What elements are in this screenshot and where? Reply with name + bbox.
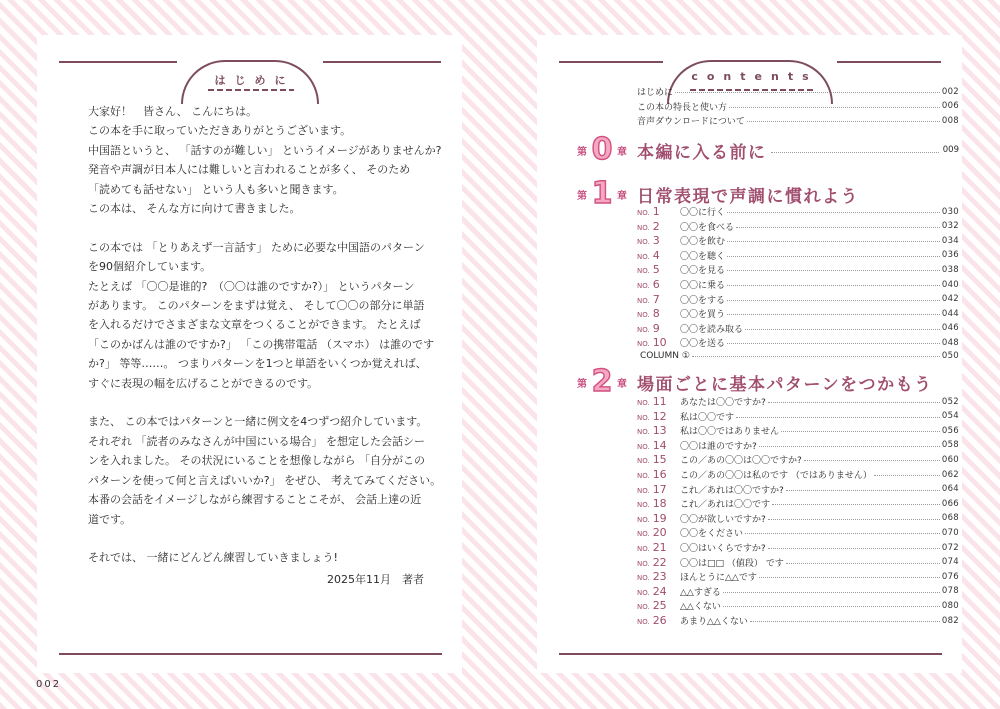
- item-number-prefix: NO.: [637, 603, 650, 612]
- dot-leader: [723, 592, 940, 593]
- item-number-value: 15: [652, 453, 667, 467]
- toc-item-label: 私は〇〇です: [680, 412, 735, 423]
- item-number-prefix: NO.: [637, 501, 650, 510]
- toc-page-number: 044: [941, 308, 959, 319]
- toc-item[interactable]: [637, 556, 959, 569]
- item-number: [637, 556, 680, 569]
- item-number-prefix: NO.: [637, 428, 650, 437]
- dot-leader: [723, 606, 940, 607]
- toc-page-number: 050: [941, 350, 959, 361]
- dot-leader: [768, 402, 940, 403]
- toc-item[interactable]: [637, 439, 959, 452]
- dot-leader: [727, 300, 940, 301]
- toc-page-number: 066: [941, 498, 959, 509]
- toc-page-number: 058: [941, 440, 959, 451]
- left-page: [37, 35, 462, 673]
- body-line: 「読めても話せない」 という人も多いと聞きます。: [88, 182, 344, 196]
- dot-leader: [768, 548, 940, 549]
- toc-page-number: 002: [941, 86, 959, 97]
- toc-page-number: 030: [941, 206, 959, 217]
- toc-item-label: 〇〇が欲しいですか?: [680, 514, 766, 525]
- item-number-value: 5: [652, 263, 660, 277]
- toc-item[interactable]: [637, 322, 959, 335]
- chapter-number-badge: 0: [591, 132, 613, 167]
- item-number-prefix: NO.: [637, 515, 650, 524]
- dot-leader: [727, 212, 940, 213]
- body-line: を入れるだけでさまざまな文章をつくることができます。 たとえば: [88, 318, 421, 332]
- footer-rule: [59, 653, 442, 655]
- chapter-suffix: 章: [617, 190, 627, 202]
- dot-leader: [736, 227, 940, 228]
- item-number-value: 23: [652, 570, 667, 584]
- item-number: [637, 497, 680, 510]
- item-number: [637, 410, 680, 423]
- page-number: 002: [36, 679, 62, 690]
- chapter-suffix: 章: [617, 378, 627, 390]
- body-line: それでは、 一緒にどんどん練習していきましょう!: [88, 551, 338, 565]
- body-line: すぐに表現の幅を広げることができるのです。: [88, 376, 319, 390]
- item-number: [637, 541, 680, 554]
- item-number-value: 20: [652, 526, 667, 540]
- toc-front-item[interactable]: [637, 85, 959, 98]
- dot-leader: [786, 563, 940, 564]
- toc-item-label: あなたは〇〇ですか?: [680, 398, 766, 408]
- toc-item-label: これ／あれは〇〇です: [680, 500, 771, 511]
- toc-front-item[interactable]: [637, 100, 959, 113]
- toc-item-label: 音声ダウンロードについて: [637, 117, 745, 127]
- body-line: 中国語というと、 「話すのが難しい」 というイメージがありませんか?: [88, 143, 442, 157]
- toc-item-label: この／あの〇〇は〇〇ですか?: [680, 456, 802, 467]
- item-number: [637, 599, 680, 612]
- item-number-value: 2: [652, 219, 660, 233]
- item-number-prefix: NO.: [637, 486, 650, 495]
- dot-leader: [804, 460, 940, 461]
- dot-leader: [772, 504, 940, 505]
- toc-item[interactable]: [637, 453, 959, 466]
- toc-item-label: はじめに: [637, 88, 674, 98]
- item-number-prefix: NO.: [637, 340, 650, 349]
- toc-page-number: 032: [941, 221, 959, 232]
- chapter-suffix: 章: [617, 146, 627, 158]
- toc-page-number: 046: [941, 323, 959, 334]
- footer-rule: [559, 653, 942, 655]
- header-rule-right: [323, 61, 441, 63]
- toc-page-number: 006: [941, 101, 959, 111]
- body-line: また、 この本ではパターンと一緒に例文を4つずつ紹介しています。: [88, 415, 428, 429]
- toc-page-number: 036: [941, 250, 959, 261]
- toc-page-number: 008: [941, 115, 959, 126]
- item-number-prefix: NO.: [637, 457, 650, 466]
- item-number-value: 3: [652, 234, 660, 248]
- item-number-prefix: NO.: [637, 311, 650, 320]
- header-rule-left: [59, 61, 177, 63]
- toc-page-number: 078: [941, 586, 959, 597]
- chapter-title: 日常表現で声調に慣れよう: [637, 186, 859, 207]
- item-number: [637, 278, 680, 291]
- toc-page-number: 060: [941, 454, 959, 465]
- toc-item-label: 〇〇に乗る: [680, 281, 726, 291]
- item-number-value: 24: [652, 584, 667, 598]
- chapter-prefix: 第: [577, 378, 587, 390]
- item-number: [637, 249, 680, 262]
- toc-page-number: 052: [941, 396, 959, 407]
- toc-page-number: 076: [941, 571, 959, 582]
- body-line: 本番の会話をイメージしながら練習することこそが、 会話上達の近: [88, 493, 422, 507]
- item-number: [637, 220, 680, 233]
- dot-leader: [747, 121, 940, 122]
- chapter-number-badge: 1: [591, 176, 613, 211]
- item-number: [637, 439, 680, 452]
- toc-page-number: 034: [941, 235, 959, 246]
- header-rule-left: [559, 61, 663, 63]
- toc-item[interactable]: [637, 395, 959, 408]
- chapter-prefix: 第: [577, 146, 587, 158]
- dot-leader: [768, 519, 940, 520]
- toc-item-label: 私は〇〇ではありません: [680, 427, 780, 438]
- item-number-prefix: NO.: [637, 252, 650, 261]
- toc-front-item[interactable]: [637, 114, 959, 127]
- body-line: この本を手に取っていただきありがとうございます。: [88, 124, 352, 138]
- signature: 2025年11月 著者: [327, 573, 424, 586]
- header-tab: [181, 60, 319, 104]
- body-line: この本では 「とりあえず一言話す」 ために必要な中国語のパターン: [88, 240, 425, 254]
- item-number-prefix: NO.: [637, 574, 650, 583]
- item-number-value: 16: [652, 468, 667, 481]
- dot-leader: [874, 475, 940, 476]
- dot-leader: [692, 356, 940, 357]
- toc-item[interactable]: [637, 526, 959, 539]
- item-number-value: 13: [652, 424, 667, 438]
- toc-item-label: この／あの〇〇は私のです （ではありません）: [680, 471, 872, 481]
- toc-page-number: 048: [941, 337, 959, 348]
- item-number-value: 19: [652, 511, 667, 525]
- chapter-title: 場面ごとに基本パターンをつかもう: [637, 374, 933, 395]
- toc-item[interactable]: [637, 483, 959, 496]
- item-number: [637, 526, 680, 539]
- item-number: [637, 205, 680, 218]
- item-number-prefix: NO.: [637, 209, 650, 217]
- item-number: [637, 293, 680, 306]
- chapter-prefix: 第: [577, 190, 587, 202]
- toc-item[interactable]: [637, 263, 959, 276]
- chapter-0-heading[interactable]: [577, 132, 959, 167]
- item-number-prefix: NO.: [637, 618, 650, 626]
- item-number-value: 4: [652, 248, 660, 262]
- item-number: [637, 483, 680, 496]
- toc-item-label: 〇〇はいくらですか?: [680, 544, 766, 554]
- item-number: [637, 468, 680, 481]
- dot-leader: [675, 92, 940, 93]
- paragraph-gap: [88, 529, 448, 548]
- item-number: [637, 234, 680, 247]
- toc-item-label: ほんとうに△△です: [680, 573, 757, 584]
- dot-leader: [727, 343, 940, 344]
- toc-item[interactable]: [637, 512, 959, 525]
- toc-page-number: 070: [941, 527, 959, 538]
- dot-leader: [727, 270, 940, 271]
- item-number-value: 18: [652, 497, 667, 511]
- dot-leader: [727, 241, 940, 242]
- dot-leader: [759, 446, 940, 447]
- item-number-value: 8: [652, 307, 660, 321]
- item-number: [637, 263, 680, 276]
- item-number-prefix: NO.: [637, 238, 650, 247]
- item-number: [637, 322, 680, 335]
- toc-page-number: 062: [941, 469, 959, 480]
- toc-item-label: △△くない: [680, 602, 721, 613]
- body-line: この本は、 そんな方に向けて書きました。: [88, 202, 301, 216]
- toc-page-number: 042: [941, 294, 959, 305]
- toc-item[interactable]: [637, 307, 959, 320]
- dot-leader: [745, 329, 940, 330]
- item-number: [637, 585, 680, 598]
- toc-item[interactable]: [637, 424, 959, 437]
- toc-item-label: 〇〇を飲む: [680, 237, 726, 248]
- dot-leader: [729, 107, 940, 108]
- body-line: 大家好！ 皆さん、 こんにちは。: [88, 105, 258, 118]
- toc-item-label: 〇〇をください: [680, 529, 744, 540]
- dot-leader: [727, 285, 940, 286]
- toc-item-label: あまり△△くない: [680, 617, 748, 627]
- item-number: [637, 512, 680, 525]
- item-number: [637, 453, 680, 466]
- item-number-value: 10: [652, 336, 667, 350]
- page-title: contents: [691, 70, 818, 83]
- toc-item-label: 〇〇を見る: [680, 266, 726, 277]
- toc-item[interactable]: [637, 336, 959, 349]
- item-number-value: 9: [652, 321, 660, 335]
- item-number-value: 14: [652, 438, 667, 452]
- body-line: か?」 等等……。 つまりパターンを1つと単語をいくつか覚えれば、: [88, 357, 427, 371]
- toc-page-number: 056: [941, 425, 959, 436]
- dot-leader: [727, 314, 940, 315]
- right-page: [537, 35, 962, 673]
- dot-leader: [736, 417, 940, 418]
- toc-item-label: 〇〇は□□ （値段） です: [680, 558, 784, 569]
- dot-leader: [750, 621, 940, 622]
- item-number-value: 22: [652, 555, 667, 569]
- toc-item[interactable]: [637, 614, 959, 627]
- dot-leader: [759, 577, 940, 578]
- toc-page-number: 040: [941, 279, 959, 290]
- item-number-prefix: NO.: [637, 588, 650, 597]
- chapter-title: 本編に入る前に: [637, 142, 767, 163]
- title-underline: [208, 89, 294, 91]
- toc-item-label: これ／あれは〇〇ですか?: [680, 485, 784, 496]
- toc-item-label: 〇〇を聴く: [680, 251, 726, 262]
- body-line: があります。 このパターンをまずは覚え、 そして〇〇の部分に単語: [88, 299, 425, 313]
- toc-item-label: 〇〇を読み取る: [680, 324, 744, 335]
- item-number-prefix: NO.: [637, 267, 650, 276]
- toc-item[interactable]: [637, 249, 959, 262]
- item-number-value: 6: [652, 278, 660, 291]
- item-number-value: 11: [652, 395, 667, 408]
- body-line: 「このかばんは誰のですか?」 「この携帯電話 （スマホ） は誰のです: [88, 337, 435, 351]
- dot-leader: [727, 256, 940, 257]
- item-number-value: 17: [652, 482, 667, 496]
- item-number: [637, 614, 680, 627]
- body-line: ンを入れました。 その状況にいることを想像しながら 「自分がこの: [88, 454, 425, 468]
- toc-item-label: 〇〇を送る: [680, 339, 726, 350]
- toc-item[interactable]: [637, 570, 959, 583]
- item-number: [637, 395, 680, 408]
- dot-leader: [786, 490, 940, 491]
- item-number: [637, 336, 680, 349]
- toc-item-label: 〇〇に行く: [680, 208, 726, 218]
- item-number: [637, 424, 680, 437]
- body-line: 発音や声調が日本人には難しいと言われることが多く、 そのため: [88, 163, 411, 177]
- toc-item-label: 〇〇を買う: [680, 310, 726, 321]
- toc-page-number: 068: [941, 513, 959, 524]
- item-number-prefix: NO.: [637, 282, 650, 290]
- paragraph-gap: [88, 393, 448, 412]
- toc-item-label: COLUMN ①: [640, 350, 690, 361]
- item-number-prefix: NO.: [637, 325, 650, 334]
- toc-page-number: 072: [941, 542, 959, 553]
- item-number-prefix: NO.: [637, 223, 650, 232]
- body-line: たとえば 「〇〇是谁的? （〇〇は誰のですか?）」 というパターン: [88, 279, 415, 293]
- item-number-prefix: NO.: [637, 399, 650, 407]
- header-rule-right: [837, 61, 941, 63]
- chapter-2-heading[interactable]: [577, 364, 933, 399]
- paragraph-gap: [88, 218, 448, 237]
- item-number-prefix: NO.: [637, 442, 650, 451]
- toc-item[interactable]: [637, 234, 959, 247]
- toc-item[interactable]: [637, 585, 959, 598]
- body-line: パターンを使って何と言えばいいか?」 をぜひ、 考えてみてください。: [88, 473, 442, 487]
- chapter-number-badge: 2: [591, 364, 613, 399]
- toc-item[interactable]: [637, 468, 959, 481]
- toc-item[interactable]: [637, 220, 959, 233]
- item-number-prefix: NO.: [637, 413, 650, 422]
- toc-item-label: 〇〇をする: [680, 295, 726, 306]
- item-number-prefix: NO.: [637, 559, 650, 568]
- item-number-prefix: NO.: [637, 530, 650, 539]
- item-number-value: 26: [652, 614, 667, 627]
- toc-page-number: 038: [941, 264, 959, 275]
- toc-item-label: 〇〇は誰のですか?: [680, 441, 757, 452]
- toc-page-number: 082: [941, 615, 959, 626]
- item-number: [637, 570, 680, 583]
- toc-item[interactable]: [637, 599, 959, 612]
- item-number-prefix: NO.: [637, 472, 650, 480]
- toc-page-number: 064: [941, 484, 959, 495]
- item-number-value: 7: [652, 292, 660, 306]
- toc-item[interactable]: [637, 205, 959, 218]
- dot-leader: [745, 533, 940, 534]
- item-number: [637, 307, 680, 320]
- item-number-value: 21: [652, 541, 667, 554]
- toc-item-label: 〇〇を食べる: [680, 222, 735, 233]
- toc-item-label: △△すぎる: [680, 587, 721, 598]
- toc-item[interactable]: [637, 293, 959, 306]
- toc-page-number: 080: [941, 600, 959, 611]
- toc-item[interactable]: [637, 410, 959, 423]
- body-line: を90個紹介しています。: [88, 260, 212, 274]
- toc-page-number: 074: [941, 557, 959, 568]
- dot-leader: [771, 152, 939, 153]
- item-number-prefix: NO.: [637, 296, 650, 305]
- item-number-prefix: NO.: [637, 545, 650, 553]
- toc-item[interactable]: [637, 541, 959, 554]
- body-line: 道です。: [88, 512, 132, 526]
- toc-item-label: この本の特長と使い方: [637, 102, 728, 113]
- toc-column-item[interactable]: [640, 351, 959, 361]
- dot-leader: [781, 431, 940, 432]
- intro-body-text: [88, 102, 448, 568]
- item-number-value: 1: [652, 205, 660, 218]
- item-number-value: 12: [652, 409, 667, 423]
- item-number-value: 25: [652, 599, 667, 613]
- toc-item[interactable]: [637, 278, 959, 291]
- body-line: それぞれ 「読者のみなさんが中国にいる場合」 を想定した会話シー: [88, 434, 425, 448]
- toc-page-number: 009: [942, 145, 959, 155]
- page-title: はじめに: [214, 74, 295, 87]
- toc-item[interactable]: [637, 497, 959, 510]
- toc-page-number: 054: [941, 411, 959, 422]
